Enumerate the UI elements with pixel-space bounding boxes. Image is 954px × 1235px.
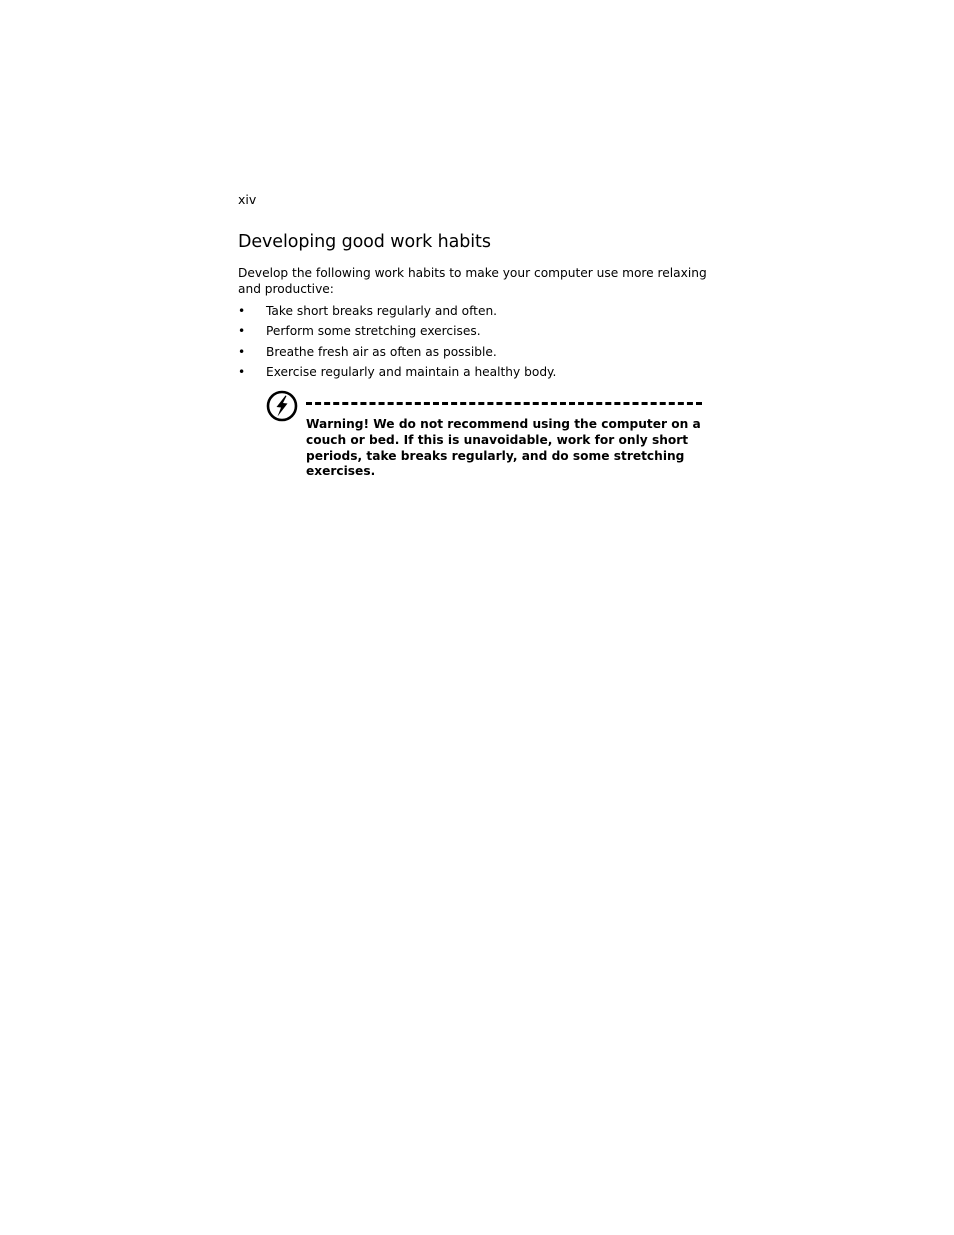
habit-text: Take short breaks regularly and often. xyxy=(266,304,498,318)
intro-paragraph: Develop the following work habits to make your computer use more relaxing and productive: xyxy=(238,266,707,296)
bullet: • xyxy=(238,304,246,318)
list-item xyxy=(238,323,708,343)
habit-text: Breathe fresh air as often as possible. xyxy=(266,344,497,359)
habit-text: Perform some stretching exercises. xyxy=(266,324,481,339)
bullet: • xyxy=(238,364,246,379)
section-title: Developing good work habits xyxy=(238,232,491,252)
habit-text: Exercise regularly and maintain a healthy body. xyxy=(266,364,557,379)
list-item xyxy=(238,364,708,384)
lightning-warning-icon xyxy=(266,390,298,422)
warning-text: Warning! We do not recommend using the computer on a couch or bed. If this is unavoidable, work for only short periods, take breaks regularly, and do some stretching exercises. xyxy=(306,417,701,479)
bullet: • xyxy=(238,324,246,339)
list-item xyxy=(238,344,708,364)
habit-list xyxy=(238,303,708,384)
dotted-rule xyxy=(306,402,702,405)
page-number: xiv xyxy=(238,192,257,207)
list-item xyxy=(238,303,708,323)
bullet: • xyxy=(238,344,246,359)
